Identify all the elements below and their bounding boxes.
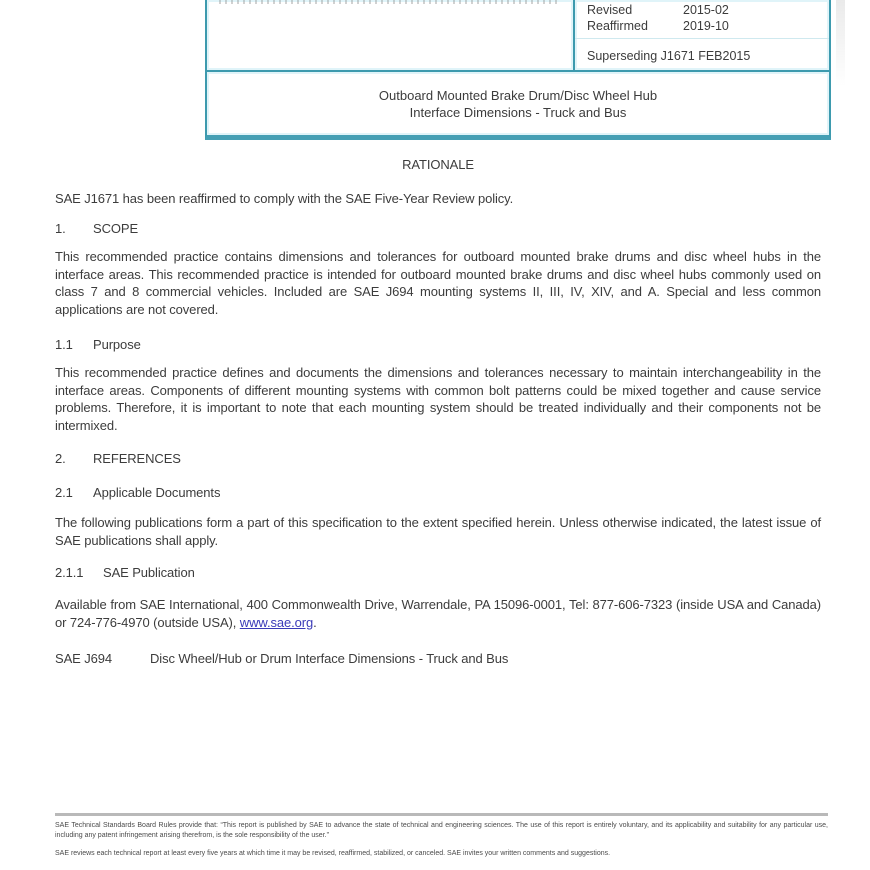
meta-row-revised [587, 2, 817, 18]
reference-item-row [55, 650, 821, 668]
references-heading-text: REFERENCES [93, 451, 181, 466]
purpose-heading [55, 336, 821, 354]
sae-publication-number: 2.1.1 [55, 565, 84, 580]
rationale-paragraph: SAE J1671 has been reaffirmed to comply with the SAE Five-Year Review policy. [55, 191, 514, 206]
sae-publication-text: SAE Publication [103, 565, 195, 580]
document-title-line1: Outboard Mounted Brake Drum/Disc Wheel Hub [378, 87, 658, 103]
rationale-heading: RATIONALE [402, 157, 474, 172]
clipped-text-remnant [219, 0, 559, 4]
scope-heading [55, 220, 821, 238]
purpose-heading-text: Purpose [93, 337, 141, 352]
document-title-line2: Interface Dimensions - Truck and Bus [409, 104, 627, 120]
document-title-cell [205, 70, 831, 140]
applicable-documents-number: 2.1 [55, 485, 73, 500]
purpose-paragraph: This recommended practice defines and documents the dimensions and tolerances necessary to maintain interchangeability in the interface areas. Components of different mounting systems with common bolt patterns could be mixed together and cause service problems. Therefore, it is important to note that each mounting system should be treated individually and their components not be intermixed. [55, 365, 821, 433]
availability-paragraph [55, 596, 821, 631]
applicable-documents-paragraph: The following publications form a part of this specification to the extent specified herein. Unless otherwise indicated, the latest issue of SAE publications shall apply. [55, 515, 821, 548]
references-heading [55, 450, 821, 468]
availability-text-pre: Available from SAE International, 400 Commonwealth Drive, Warrendale, PA 15096-0001, Tel: 877-606-7323 (inside USA and Canada) or 724-776-4970 (outside USA), [55, 597, 821, 630]
meta-divider [575, 38, 829, 39]
footer-legal-paragraph-1: SAE Technical Standards Board Rules provide that: “This report is published by SAE to advance the state of technical and engineering sciences. The use of this report is entirely voluntary, and its applicability and suitability for any particular use, including any patent infringement arising therefrom, is the sole responsibility of the user.” [55, 822, 828, 839]
spec-header-top-row [205, 0, 831, 70]
meta-row-reaffirmed [587, 18, 817, 34]
sae-publication-heading [55, 564, 821, 582]
spec-header-meta-cell [575, 0, 829, 70]
sae-org-link[interactable]: www.sae.org [239, 614, 314, 630]
reaffirmed-date: 2019-10 [683, 19, 729, 33]
revised-date: 2015-02 [683, 3, 729, 17]
applicable-documents-heading [55, 484, 821, 502]
reference-item-title: Disc Wheel/Hub or Drum Interface Dimensions - Truck and Bus [150, 651, 509, 666]
purpose-heading-number: 1.1 [55, 337, 73, 352]
scan-shadow-artifact [836, 0, 845, 86]
spec-header-table [205, 0, 831, 140]
scope-heading-text: SCOPE [93, 221, 139, 236]
reaffirmed-label: Reaffirmed [587, 19, 648, 33]
footer-legal-paragraph-2: SAE reviews each technical report at least every five years at which time it may be revised, reaffirmed, stabilized, or canceled. SAE invites your written comments and suggestions. [55, 850, 611, 857]
spec-header-left-cell [207, 0, 575, 70]
scope-heading-number: 1. [55, 221, 66, 236]
superseding-note: Superseding J1671 FEB2015 [587, 49, 751, 63]
availability-text-post: . [313, 614, 317, 630]
references-heading-number: 2. [55, 451, 66, 466]
applicable-documents-text: Applicable Documents [93, 485, 221, 500]
footer-rule [55, 813, 828, 816]
scope-paragraph: This recommended practice contains dimensions and tolerances for outboard mounted brake drums and disc wheel hubs in the interface areas. This recommended practice is intended for outboard mounted brake drums and disc wheel hubs commonly used on class 7 and 8 commercial vehicles. Included are SAE J694 mounting systems II, III, IV, XIV, and A. Special and less common applications are not covered. [55, 249, 821, 317]
revised-label: Revised [587, 3, 633, 17]
reference-item-code: SAE J694 [55, 651, 113, 666]
